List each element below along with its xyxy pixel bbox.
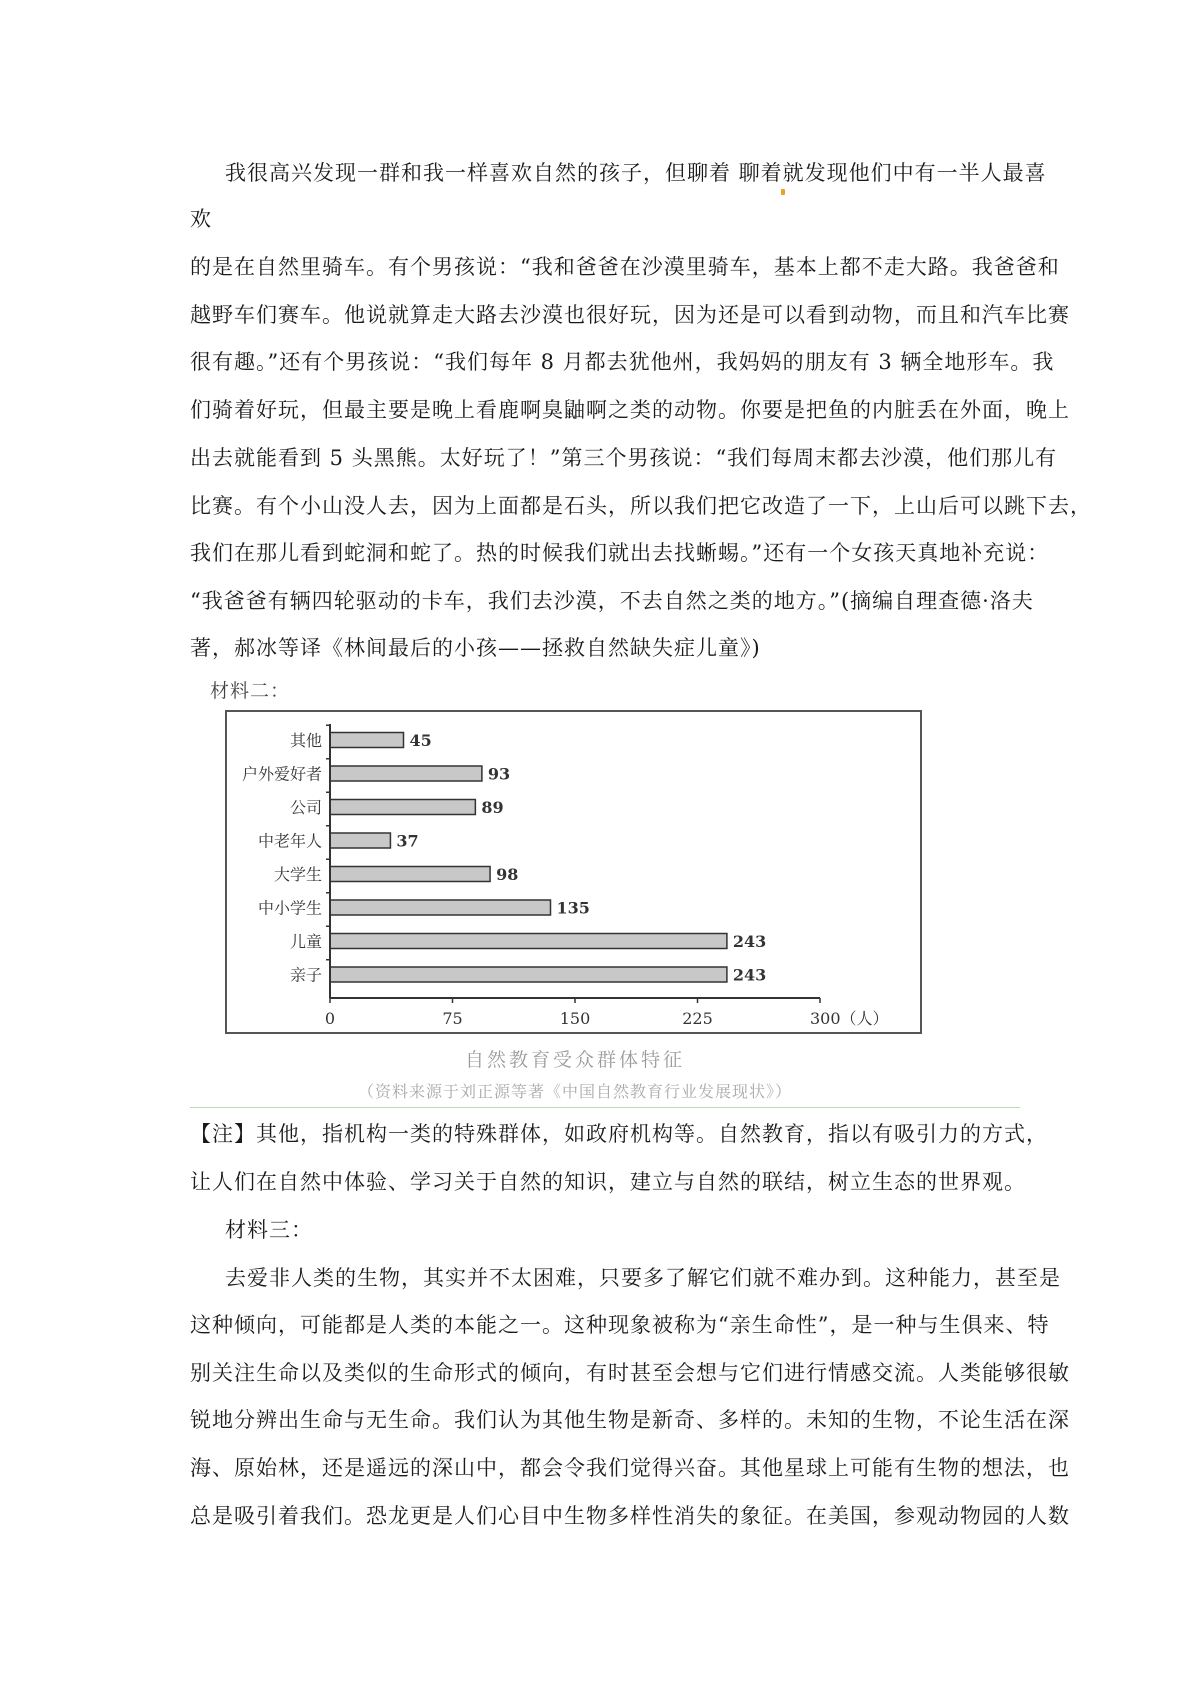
chart-bar: [330, 800, 475, 815]
chart-data-label: 243: [732, 932, 767, 951]
chart-category-label: 中小学生: [257, 898, 322, 918]
text-line: 欢: [190, 207, 212, 231]
text-line: 著，郝冰等译《林间最后的小孩——拯救自然缺失症儿童》): [190, 636, 761, 660]
chart-data-label: 37: [396, 831, 419, 851]
chart-category-label: 亲子: [289, 965, 322, 985]
chart-bar: [330, 967, 727, 982]
chart-bar: [330, 867, 490, 882]
chart-data-label: 243: [732, 965, 767, 985]
chart-category-label: 儿童: [289, 932, 322, 951]
material-two-heading: 材料二：: [210, 680, 291, 702]
separator-line: [190, 1107, 1020, 1108]
text-line: 越野车们赛车。他说就算走大路去沙漠也很好玩，因为还是可以看到动物，而且和汽车比赛: [190, 303, 1070, 327]
chart-x-tick-label: 150: [559, 1009, 591, 1028]
chart-bar: [330, 934, 727, 949]
text-line: 比赛。有个小山没人去，因为上面都是石头，所以我们把它改造了一下，上山后可以跳下去，: [190, 494, 1092, 518]
chart-bar: [330, 900, 551, 915]
chart-data-label: 89: [481, 798, 504, 817]
chart-data-label: 45: [409, 731, 432, 750]
text-line: 出去就能看到 5 头黑熊。太好玩了！”第三个男孩说：“我们每周末都去沙漠，他们那儿有: [190, 446, 1058, 470]
chart-data-label: 135: [556, 898, 590, 918]
text-line: 总是吸引着我们。恐龙更是人们心目中生物多样性消失的象征。在美国，参观动物园的人数: [190, 1504, 1070, 1528]
chart-x-tick-label: 0: [324, 1009, 336, 1028]
chart-x-tick-label: 300（人）: [810, 1009, 889, 1028]
chart-x-tick-label: 225: [682, 1009, 713, 1028]
chart-data-label: 93: [487, 764, 511, 784]
chart-category-label: 户外爱好者: [241, 764, 322, 784]
chart-category-label: 中老年人: [257, 831, 322, 851]
chart-category-label: 公司: [289, 798, 322, 817]
chart-data-label: 98: [496, 865, 519, 884]
text-line: 锐地分辨出生命与无生命。我们认为其他生物是新奇、多样的。未知的生物，不论生活在深: [190, 1408, 1070, 1432]
audience-bar-chart: [225, 710, 925, 1035]
text-line: 的是在自然里骑车。有个男孩说：“我和爸爸在沙漠里骑车，基本上都不走大路。我爸爸和: [190, 255, 1060, 279]
note-line: 【注】其他，指机构一类的特殊群体，如政府机构等。自然教育，指以有吸引力的方式，: [190, 1122, 1048, 1146]
text-line: 我很高兴发现一群和我一样喜欢自然的孩子，但聊着 聊着就发现他们中有一半人最喜: [225, 161, 1047, 185]
chart-caption: 自然教育受众群体特征: [464, 1049, 685, 1071]
text-line: 们骑着好玩，但最主要是晚上看鹿啊臭鼬啊之类的动物。你要是把鱼的内脏丢在外面，晚上: [190, 398, 1070, 422]
text-line: 别关注生命以及类似的生命形式的倾向，有时甚至会想与它们进行情感交流。人类能够很敏: [190, 1361, 1070, 1385]
text-line: 海、原始林，还是遥远的深山中，都会令我们觉得兴奋。其他星球上可能有生物的想法，也: [190, 1456, 1070, 1480]
text-line: 很有趣。”还有个男孩说：“我们每年 8 月都去犹他州，我妈妈的朋友有 3 辆全地形车。我: [190, 350, 1055, 374]
chart-svg: [225, 710, 925, 1035]
chart-category-label: 大学生: [273, 865, 322, 884]
material-three-heading: 材料三：: [225, 1218, 313, 1242]
chart-x-tick-label: 75: [442, 1009, 463, 1028]
chart-source: （资料来源于刘正源等著《中国自然教育行业发展现状》）: [357, 1082, 792, 1101]
chart-bar: [330, 733, 404, 748]
text-line: 我们在那儿看到蛇洞和蛇了。热的时候我们就出去找蜥蜴。”还有一个女孩天真地补充说：: [190, 541, 1050, 565]
chart-bar: [330, 766, 482, 781]
edit-mark-icon: [781, 189, 785, 195]
text-line: “我爸爸有辆四轮驱动的卡车，我们去沙漠，不去自然之类的地方。”(摘编自理查德·洛夫: [190, 589, 1034, 613]
chart-category-label: 其他: [289, 731, 322, 750]
chart-bar: [330, 833, 390, 848]
text-line: 去爱非人类的生物，其实并不太困难，只要多了解它们就不难办到。这种能力，甚至是: [225, 1266, 1061, 1290]
text-line: 这种倾向，可能都是人类的本能之一。这种现象被称为“亲生命性”，是一种与生俱来、特: [190, 1313, 1050, 1337]
note-line: 让人们在自然中体验、学习关于自然的知识，建立与自然的联结，树立生态的世界观。: [190, 1170, 1026, 1194]
